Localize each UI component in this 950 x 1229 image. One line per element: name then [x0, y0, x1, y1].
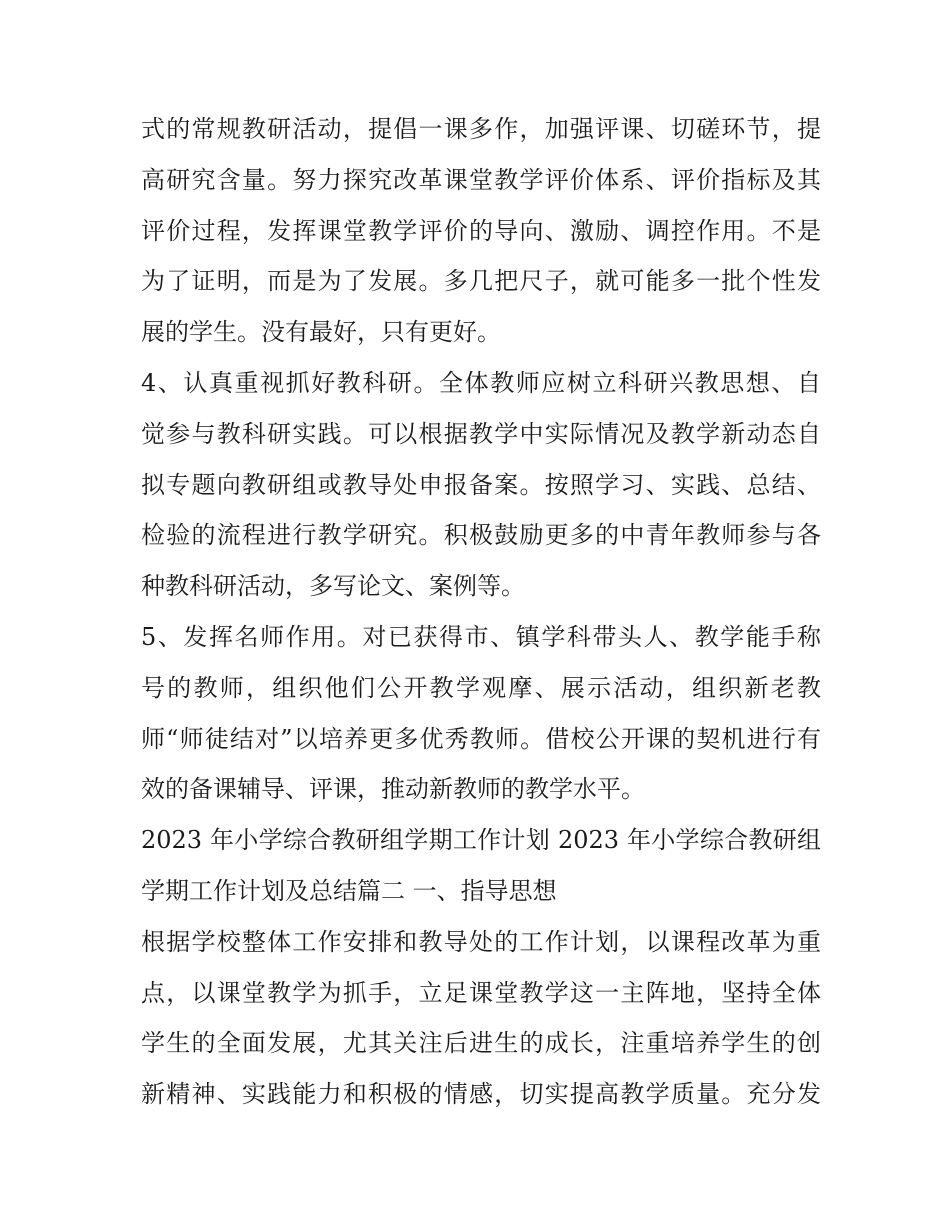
document-body	[141, 104, 821, 1120]
text-line: 号的教师，组织他们公开教学观摩、展示活动，组织新老教	[141, 673, 821, 702]
text-line: 为了证明，而是为了发展。多几把尺子，就可能多一批个性发	[141, 267, 821, 296]
text-line: 根据学校整体工作安排和教导处的工作计划，以课程改革为重	[141, 927, 821, 956]
text-line: 师“师徒结对”以培养更多优秀教师。借校公开课的契机进行有	[141, 724, 821, 753]
text-line: 4、认真重视抓好教科研。全体教师应树立科研兴教思想、自	[141, 368, 821, 397]
text-line: 式的常规教研活动，提倡一课多作，加强评课、切磋环节，提	[141, 115, 821, 143]
text-line: 学生的全面发展，尤其关注后进生的成长，注重培养学生的创	[141, 1029, 821, 1058]
text-line: 拟专题向教研组或教导处申报备案。按照学习、实践、总结、	[141, 470, 821, 499]
text-line: 展的学生。没有最好，只有更好。	[141, 318, 501, 347]
text-line: 评价过程，发挥课堂教学评价的导向、激励、调控作用。不是	[141, 216, 821, 245]
text-line: 点，以课堂教学为抓手，立足课堂教学这一主阵地，坚持全体	[141, 978, 821, 1007]
text-line: 检验的流程进行教学研究。积极鼓励更多的中青年教师参与各	[141, 521, 821, 550]
text-line: 高研究含量。努力探究改革课堂教学评价体系、评价指标及其	[141, 165, 821, 194]
text-line: 效的备课辅导、评课，推动新教师的教学水平。	[141, 775, 645, 804]
text-line: 新精神、实践能力和积极的情感，切实提高教学质量。充分发	[141, 1080, 821, 1109]
text-line: 种教科研活动，多写论文、案例等。	[141, 572, 525, 601]
text-line: 2023 年小学综合教研组学期工作计划 2023 年小学综合教研组	[141, 826, 821, 855]
text-line: 5、发挥名师作用。对已获得市、镇学科带头人、教学能手称	[141, 622, 821, 651]
text-line: 觉参与教科研实践。可以根据教学中实际情况及教学新动态自	[141, 419, 821, 448]
text-line: 学期工作计划及总结篇二 一、指导思想	[141, 876, 557, 905]
